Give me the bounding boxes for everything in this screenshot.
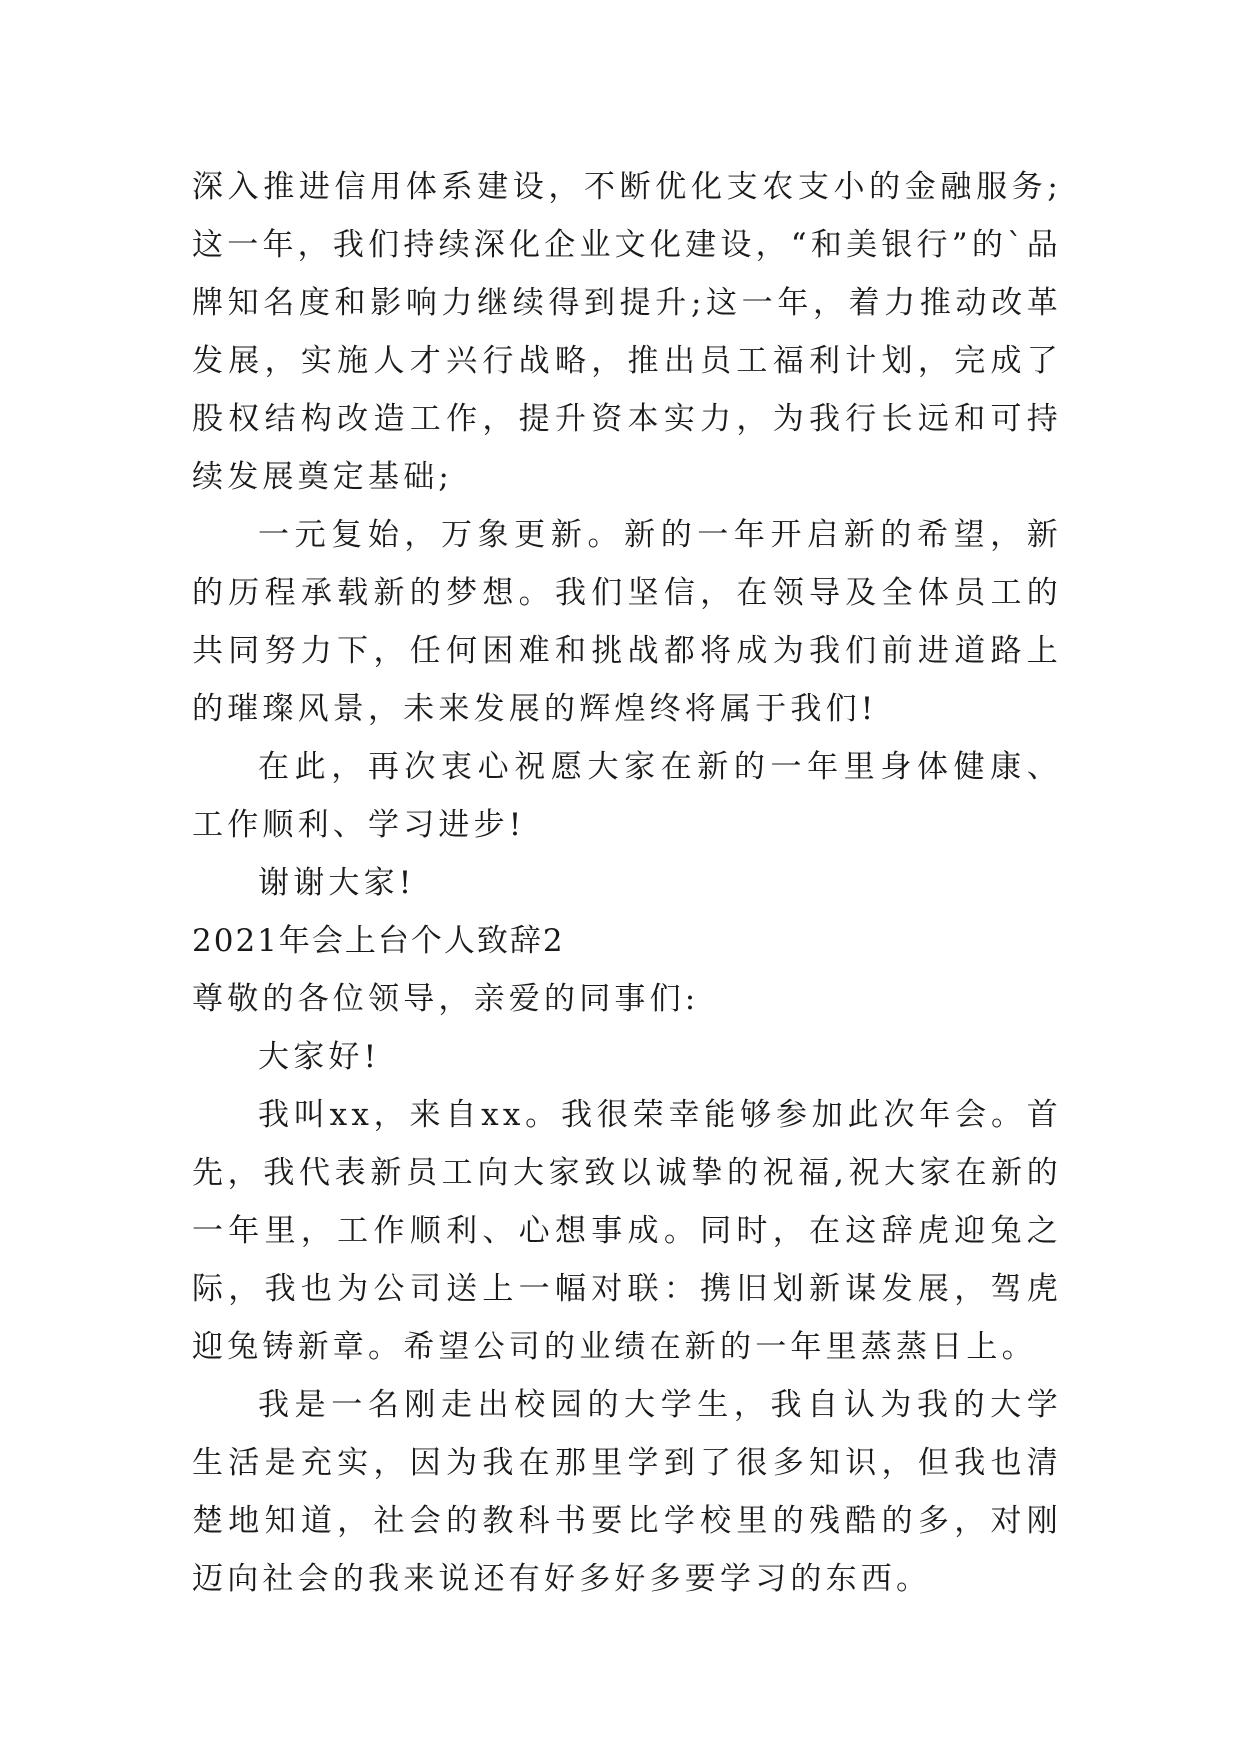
greeting: 大家好! — [258, 1039, 381, 1075]
paragraph-credit-system: 深入推进信用体系建设，不断优化支农支小的金融服务;这一年，我们持续深化企业文化建设，“和美银行”的`品牌知名度和影响力继续得到提升;这一年，着力推动改革发展，实施人才兴行战略，推出员工福利计划，完成了股权结构改造工作，提升资本实力，为我行长远和可持续发展奠定基础; — [192, 169, 1062, 495]
paragraph-thanks: 谢谢大家! — [258, 865, 416, 901]
salutation: 尊敬的各位领导，亲爱的同事们: — [192, 981, 700, 1017]
paragraph-best-wishes: 在此，再次衷心祝愿大家在新的一年里身体健康、工作顺利、学习进步! — [192, 749, 1062, 843]
document-body — [192, 158, 1062, 1608]
paragraph-graduate: 我是一名刚走出校园的大学生，我自认为我的大学生活是充实，因为我在那里学到了很多知识，但我也清楚地知道，社会的教科书要比学校里的残酷的多，对刚迈向社会的我来说还有好多好多要学习的东西。 — [192, 1387, 1062, 1597]
section-heading: 2021年会上台个人致辞2 — [192, 923, 565, 959]
paragraph-introduction: 我叫xx，来自xx。我很荣幸能够参加此次年会。首先，我代表新员工向大家致以诚挚的祝福,祝大家在新的一年里，工作顺利、心想事成。同时，在这辞虎迎兔之际，我也为公司送上一幅对联：携旧划新谋发展，驾虎迎兔铸新章。希望公司的业绩在新的一年里蒸蒸日上。 — [192, 1097, 1062, 1365]
paragraph-new-year-hope: 一元复始，万象更新。新的一年开启新的希望，新的历程承载新的梦想。我们坚信，在领导及全体员工的共同努力下，任何困难和挑战都将成为我们前进道路上的璀璨风景，未来发展的辉煌终将属于我们! — [192, 517, 1062, 727]
